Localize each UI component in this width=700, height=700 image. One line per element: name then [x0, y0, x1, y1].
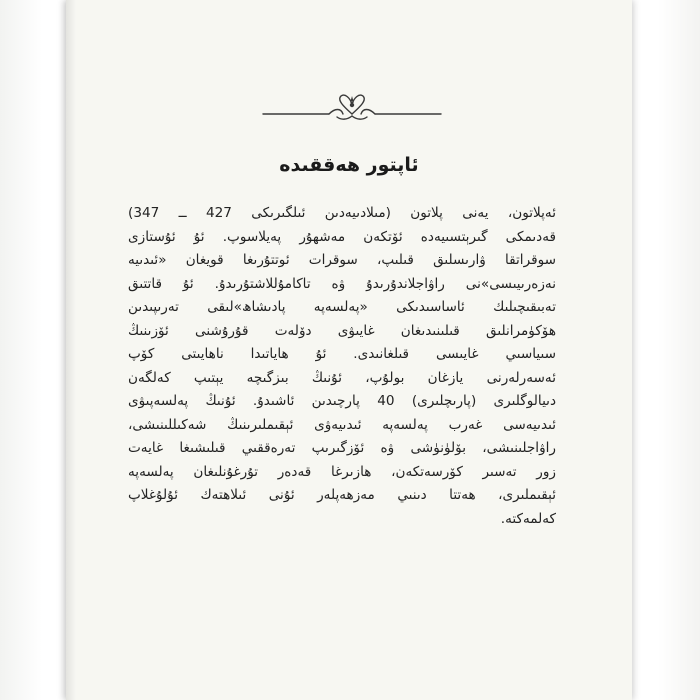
body-line: ئېقىملىرى، ھەتتا دىنىي مەزھەپلەر ئۇنى ئىلاھتەك ئۇلۇغلاپ: [128, 487, 556, 503]
body-line: ئىدىيەسى غەرب پەلسەپە ئىدىيەۋى ئېقىملىرىنىڭ شەكىللىنىشى،: [128, 416, 556, 433]
ornament-divider-icon: [257, 92, 447, 124]
chapter-title: ئاپتور ھەققىدە: [279, 154, 419, 176]
body-line: سىياسىي غايىسى قىلغانىدى. ئۇ ھاياتىدا ناھايىتى كۆپ: [128, 346, 556, 362]
book-page: [66, 0, 632, 700]
body-line: ئەپلاتون، يەنى پلاتون (مىلادىيەدىن ئىلگىرىكى 427 ــ 347): [128, 205, 556, 221]
body-line: نەزەرىيىسى»نى راۋاجلاندۇرىدۇ ۋە تاكامۇللاشتۇرىدۇ. ئۇ قاتتىق: [128, 275, 556, 292]
body-line: سوقراتقا ۋارىسلىق قىلىپ، سوقرات ئوتتۇرىغا قويغان «ئىدىيە: [128, 252, 556, 268]
body-line: دىيالوگلىرى (پارىچلىرى) 40 پارچىدىن ئاشىدۇ. ئۇنىڭ پەلسەپىۋى: [128, 393, 556, 409]
body-line: كەلمەكتە.: [500, 510, 556, 527]
body-line: ئەسەرلەرنى يازغان بولۇپ، ئۇنىڭ بىزگىچە يېتىپ كەلگەن: [128, 369, 556, 386]
body-line: تەبىقىچىلىك ئاساسىدىكى «پەلسەپە پادىشاھ»لىقى تەرىپىدىن: [128, 299, 556, 315]
chapter-body: [128, 202, 556, 531]
body-line: قەدىمكى گىرېتسىيەدە ئۆتكەن مەشھۇر پەيلاسوپ. ئۇ ئۇستازى: [128, 228, 556, 245]
body-line: ھۆكۈمرانلىق قىلىنىدىغان غايىۋى دۆلەت قۇرۇشنى ئۆزىنىڭ: [128, 322, 556, 339]
body-line: راۋاجلىنىشى، بۆلۈنۈشى ۋە ئۆزگىرىپ تەرەققىي قىلىشىغا غايەت: [128, 440, 556, 456]
body-line: زور تەسىر كۆرسەتكەن، ھازىرغا قەدەر تۇرغۇنلىغان پەلسەپە: [128, 463, 556, 480]
